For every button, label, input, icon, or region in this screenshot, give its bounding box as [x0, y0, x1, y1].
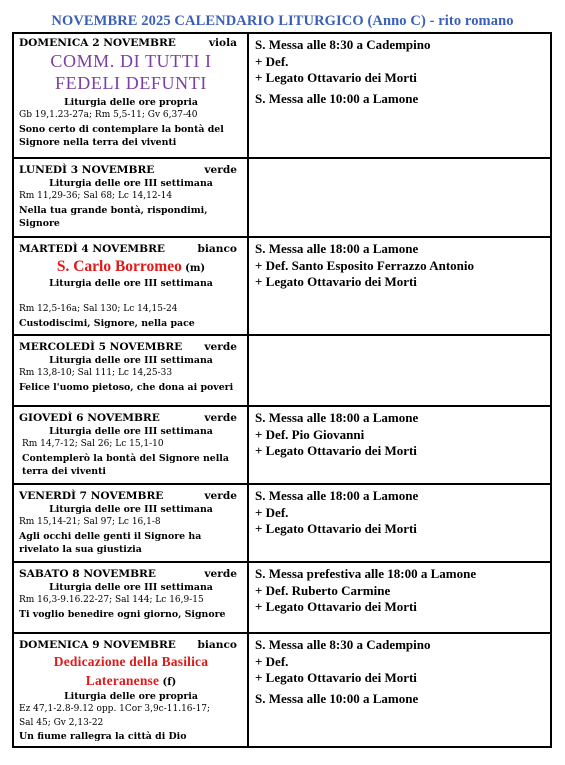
- liturgical-color: bianco: [197, 639, 237, 651]
- day-date: GIOVEDÌ 6 NOVEMBRE: [19, 412, 160, 424]
- office-text: Liturgia delle ore propria: [64, 97, 198, 108]
- mass-line: S. Messa alle 18:00 a Lamone: [255, 241, 419, 256]
- day-date: MARTEDÌ 4 NOVEMBRE: [19, 243, 165, 255]
- psalm-response: rivelato la sua giustizia: [19, 544, 142, 556]
- feast-name: FEDELI DEFUNTI: [55, 73, 207, 93]
- day-row-nov-4: [14, 236, 550, 334]
- psalm-response: terra dei viventi: [22, 466, 106, 478]
- office-text: Liturgia delle ore III settimana: [49, 582, 213, 593]
- psalm-response: Felice l'uomo pietoso, che dona ai poveri: [19, 381, 234, 393]
- readings: Rm 15,14-21; Sal 97; Lc 16,1-8: [19, 517, 161, 528]
- feast-name: Dedicazione della Basilica: [53, 654, 209, 669]
- mass-line: S. Messa alle 18:00 a Lamone: [255, 410, 419, 425]
- office-text: Liturgia delle ore propria: [64, 691, 198, 702]
- feast-rank: (m): [185, 263, 206, 274]
- day-row-nov-7: [14, 483, 550, 561]
- liturgical-color: verde: [204, 164, 237, 176]
- mass-line: + Def.: [255, 53, 289, 69]
- psalm-response: Un fiume rallegra la città di Dio: [19, 731, 187, 743]
- masses-cell: [249, 485, 550, 561]
- readings: Rm 12,5-16a; Sal 130; Lc 14,15-24: [19, 304, 178, 315]
- masses-cell: [249, 634, 550, 746]
- mass-line: S. Messa alle 8:30 a Cadempino: [255, 637, 431, 652]
- mass-line: + Legato Ottavario dei Morti: [255, 599, 417, 614]
- day-info-cell: [14, 634, 249, 746]
- mass-line: S. Messa prefestiva alle 18:00 a Lamone: [255, 566, 477, 581]
- liturgical-color: verde: [204, 341, 237, 353]
- office-text: Liturgia delle ore III settimana: [49, 504, 213, 515]
- day-row-nov-6: [14, 405, 550, 483]
- day-info-cell: [14, 485, 249, 561]
- office-text: Liturgia delle ore III settimana: [49, 355, 213, 366]
- day-info-cell: [14, 238, 249, 334]
- mass-line: S. Messa alle 10:00 a Lamone: [255, 90, 419, 106]
- mass-line: S. Messa alle 10:00 a Lamone: [255, 690, 419, 706]
- mass-line: + Def. Pio Giovanni: [255, 426, 365, 442]
- day-date: LUNEDÌ 3 NOVEMBRE: [19, 164, 155, 176]
- mass-line: + Legato Ottavario dei Morti: [255, 521, 417, 536]
- feast-name: Lateranense: [85, 673, 160, 688]
- readings: Rm 16,3-9.16.22-27; Sal 144; Lc 16,9-15: [19, 595, 204, 606]
- liturgical-color: verde: [204, 568, 237, 580]
- feast-name: COMM. DI TUTTI I: [50, 51, 212, 71]
- psalm-response: Sono certo di contemplare la bontà del: [19, 123, 224, 135]
- mass-line: + Def. Ruberto Carmine: [255, 582, 391, 598]
- psalm-response: Agli occhi delle genti il Signore ha: [19, 530, 202, 542]
- day-date: DOMENICA 2 NOVEMBRE: [19, 37, 176, 49]
- readings: Rm 11,29-36; Sal 68; Lc 14,12-14: [19, 191, 173, 202]
- readings: Ez 47,1-2.8-9.12 opp. 1Cor 3,9c-11.16-17;: [19, 704, 211, 715]
- liturgical-color: verde: [204, 490, 237, 502]
- day-info-cell: [14, 336, 249, 405]
- psalm-response: Contemplerò la bontà del Signore nella: [22, 452, 229, 464]
- office-text: Liturgia delle ore III settimana: [49, 178, 213, 189]
- day-row-nov-3: [14, 157, 550, 236]
- mass-line: + Def.: [255, 504, 289, 520]
- liturgical-color: verde: [204, 412, 237, 424]
- office-text: Liturgia delle ore III settimana: [49, 426, 213, 437]
- page-title: NOVEMBRE 2025 CALENDARIO LITURGICO (Anno C) - rito romano: [51, 13, 514, 29]
- feast-name: S. Carlo Borromeo: [56, 258, 182, 275]
- psalm-response: Signore: [19, 218, 60, 230]
- day-date: SABATO 8 NOVEMBRE: [19, 568, 156, 580]
- readings: Rm 13,8-10; Sal 111; Lc 14,25-33: [19, 368, 173, 379]
- masses-cell: [249, 34, 550, 157]
- masses-cell: [249, 336, 550, 405]
- mass-line: + Legato Ottavario dei Morti: [255, 443, 417, 458]
- psalm-response: Nella tua grande bontà, rispondimi,: [19, 204, 208, 216]
- psalm-response: Custodiscimi, Signore, nella pace: [19, 317, 195, 329]
- day-info-cell: [14, 159, 249, 236]
- psalm-response: Ti voglio benedire ogni giorno, Signore: [19, 608, 226, 620]
- mass-line: S. Messa alle 18:00 a Lamone: [255, 488, 419, 503]
- masses-cell: [249, 159, 550, 236]
- feast-rank: (f): [162, 677, 177, 688]
- mass-line: S. Messa alle 8:30 a Cadempino: [255, 37, 431, 52]
- readings: Gb 19,1.23-27a; Rm 5,5-11; Gv 6,37-40: [19, 110, 198, 121]
- calendar-table: [12, 32, 552, 748]
- masses-cell: [249, 238, 550, 334]
- readings: Rm 14,7-12; Sal 26; Lc 15,1-10: [22, 439, 164, 450]
- mass-line: + Legato Ottavario dei Morti: [255, 70, 417, 85]
- day-row-nov-8: [14, 561, 550, 632]
- mass-line: + Def. Santo Esposito Ferrazzo Antonio: [255, 257, 475, 273]
- day-info-cell: [14, 34, 249, 157]
- day-date: DOMENICA 9 NOVEMBRE: [19, 639, 176, 651]
- day-info-cell: [14, 407, 249, 483]
- masses-cell: [249, 407, 550, 483]
- psalm-response: Signore nella terra dei viventi: [19, 137, 177, 149]
- masses-cell: [249, 563, 550, 632]
- mass-line: + Legato Ottavario dei Morti: [255, 670, 417, 685]
- day-row-nov-2: [14, 34, 550, 157]
- day-date: VENERDÌ 7 NOVEMBRE: [19, 490, 164, 502]
- day-row-nov-5: [14, 334, 550, 405]
- day-row-nov-9: [14, 632, 550, 746]
- liturgical-color: bianco: [197, 243, 237, 255]
- day-info-cell: [14, 563, 249, 632]
- liturgical-color: viola: [208, 37, 237, 49]
- mass-line: + Def.: [255, 653, 289, 669]
- office-text: Liturgia delle ore III settimana: [49, 278, 213, 289]
- readings: Sal 45; Gv 2,13-22: [19, 717, 104, 728]
- day-date: MERCOLEDÌ 5 NOVEMBRE: [19, 341, 183, 353]
- mass-line: + Legato Ottavario dei Morti: [255, 274, 417, 289]
